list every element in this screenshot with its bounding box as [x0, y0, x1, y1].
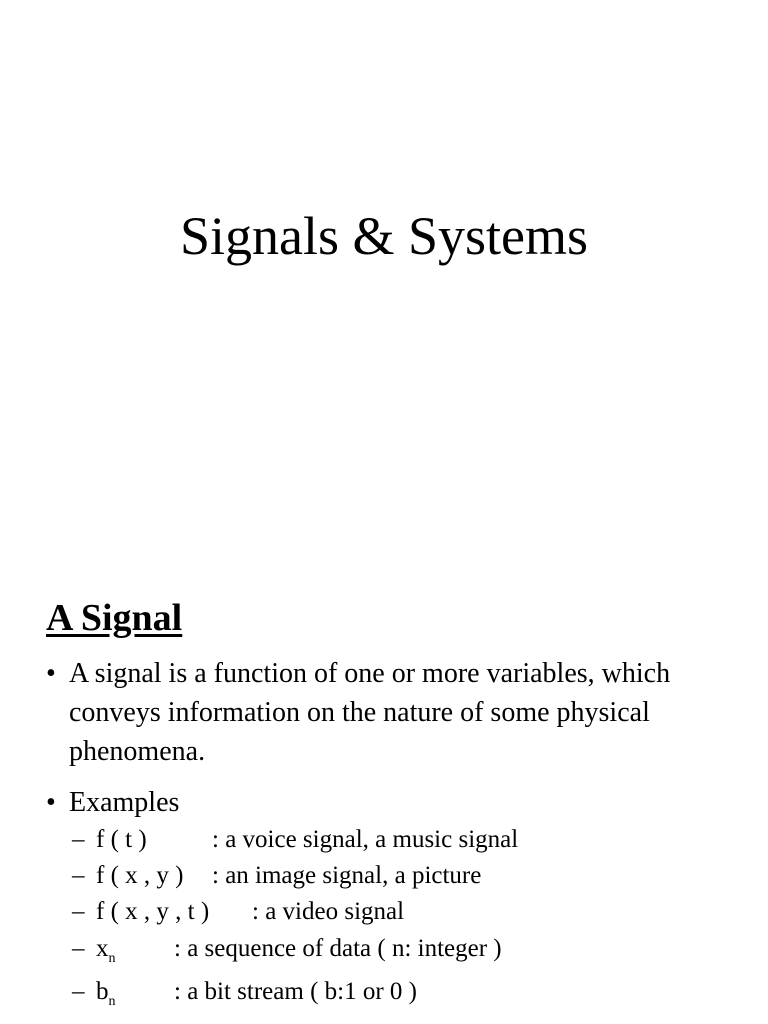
example-item [72, 976, 417, 1018]
example-item [72, 896, 405, 938]
bullet-icon: • [46, 787, 56, 818]
example-variable: f ( x , y ) [96, 862, 184, 889]
example-description: : a sequence of data ( n: integer ) [174, 935, 502, 962]
example-description: : an image signal, a picture [212, 862, 482, 889]
example-item [72, 933, 502, 975]
bullet-text: Examples [69, 787, 180, 818]
dash-icon: – [72, 935, 85, 962]
dash-icon: – [72, 898, 85, 925]
example-description: : a bit stream ( b:1 or 0 ) [174, 978, 417, 1005]
bullet-icon: • [46, 658, 56, 689]
slide-heading: A Signal [46, 597, 183, 639]
dash-icon: – [72, 978, 85, 1005]
bullet-definition [46, 654, 736, 771]
content-slide [0, 576, 768, 1024]
example-description: : a video signal [252, 898, 405, 925]
example-variable: f ( x , y , t ) [96, 898, 210, 925]
bullet-text: A signal is a function of one or more variables, which conveys information on the nature of some physical phenomena. [69, 658, 671, 767]
example-variable: f ( t ) [96, 826, 147, 853]
example-variable: $b_n$ [96, 978, 116, 1009]
bullet-examples [46, 783, 179, 822]
slide-title: Signals & Systems [179, 206, 589, 266]
example-description: : a voice signal, a music signal [212, 826, 519, 853]
dash-icon: – [72, 862, 85, 889]
example-variable: $x_n$ [96, 935, 116, 966]
dash-icon: – [72, 826, 85, 853]
